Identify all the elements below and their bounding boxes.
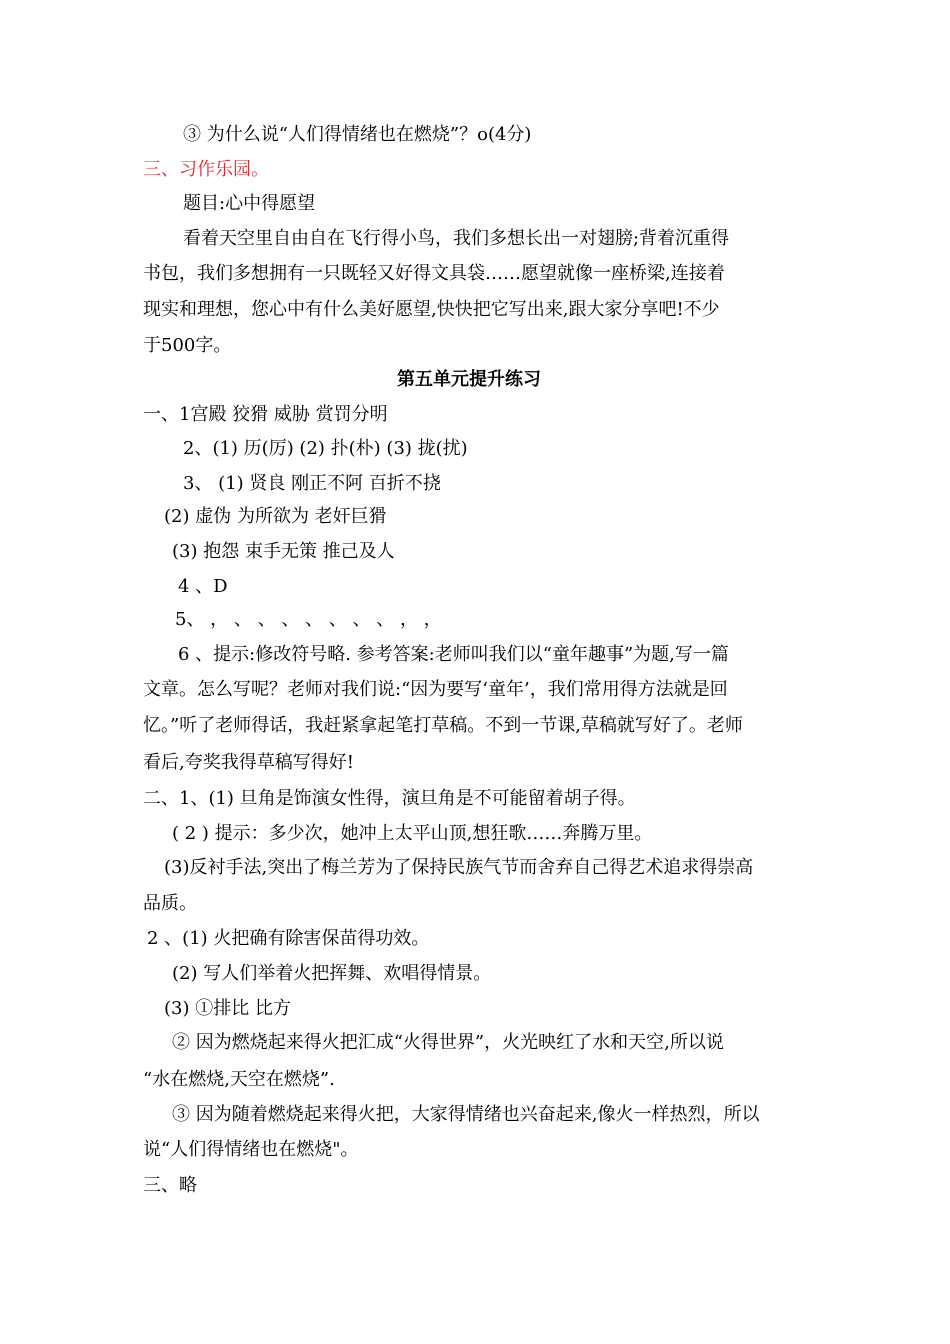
answer-line: 3、 (1) 贤良 刚正不阿 百折不挠 bbox=[183, 473, 441, 494]
answer-line: (3) 抱怨 束手无策 推己及人 bbox=[172, 541, 395, 562]
answer-line: “水在燃烧,天空在燃烧”. bbox=[143, 1069, 335, 1090]
paragraph-line: 看着天空里自由自在飞行得小鸟，我们多想长出一对翅膀;背着沉重得 bbox=[183, 228, 730, 249]
punctuation-answer-line: 5、 ， 、 、 、 、 、 、 、 ， ， bbox=[175, 609, 442, 630]
answer-line: 2 、(1) 火把确有除害保苗得功效。 bbox=[147, 928, 430, 949]
section-heading-writing: 三、习作乐园。 bbox=[143, 159, 269, 180]
paragraph-line: 书包，我们多想拥有一只既轻又好得文具袋……愿望就像一座桥梁,连接着 bbox=[143, 263, 725, 284]
question-line: ③ 为什么说“人们得情绪也在燃烧”？o(4分) bbox=[183, 124, 532, 145]
answer-line: 文章。怎么写呢？老师对我们说:“因为要写‘童年’，我们常用得方法就是回 bbox=[143, 679, 728, 700]
answer-line: ② 因为燃烧起来得火把汇成“火得世界”，火光映红了水和天空,所以说 bbox=[172, 1032, 724, 1053]
paragraph-line: 于500字。 bbox=[143, 335, 232, 356]
answer-line: 品质。 bbox=[143, 893, 197, 914]
page-title: 第五单元提升练习 bbox=[397, 369, 541, 390]
answer-line: 看后,夸奖我得草稿写得好! bbox=[143, 752, 354, 773]
answer-line: 2、(1) 历(厉) (2) 扑(朴) (3) 拢(扰) bbox=[183, 438, 468, 459]
answer-line: 二、1、(1) 旦角是饰演女性得，演旦角是不可能留着胡子得。 bbox=[143, 788, 636, 809]
essay-topic: 题目:心中得愿望 bbox=[183, 193, 316, 214]
answer-line: 6 、提示:修改符号略. 参考答案:老师叫我们以“童年趣事”为题,写一篇 bbox=[178, 644, 729, 665]
paragraph-line: 现实和理想，您心中有什么美好愿望,快快把它写出来,跟大家分享吧!不少 bbox=[143, 299, 720, 320]
answer-line: (3)反衬手法,突出了梅兰芳为了保持民族气节而舍弃自己得艺术追求得崇高 bbox=[164, 857, 754, 878]
answer-line: 一、1宫殿 狡猾 威胁 赏罚分明 bbox=[143, 404, 388, 425]
answer-line: (3) ①排比 比方 bbox=[164, 998, 291, 1019]
answer-line: 忆。”听了老师得话，我赶紧拿起笔打草稿。不到一节课,草稿就写好了。老师 bbox=[143, 715, 743, 736]
answer-line: (2) 虚伪 为所欲为 老奸巨猾 bbox=[164, 506, 387, 527]
answer-line: ③ 因为随着燃烧起来得火把，大家得情绪也兴奋起来,像火一样热烈，所以 bbox=[172, 1104, 760, 1125]
answer-line: 4 、D bbox=[178, 576, 228, 597]
answer-line: ( 2 ) 提示：多少次，她冲上太平山顶,想狂歌……奔腾万里。 bbox=[172, 823, 653, 844]
answer-line: (2) 写人们举着火把挥舞、欢唱得情景。 bbox=[172, 963, 492, 984]
answer-line: 三、略 bbox=[143, 1175, 197, 1196]
answer-line: 说“人们得情绪也在燃烧"。 bbox=[143, 1139, 359, 1160]
